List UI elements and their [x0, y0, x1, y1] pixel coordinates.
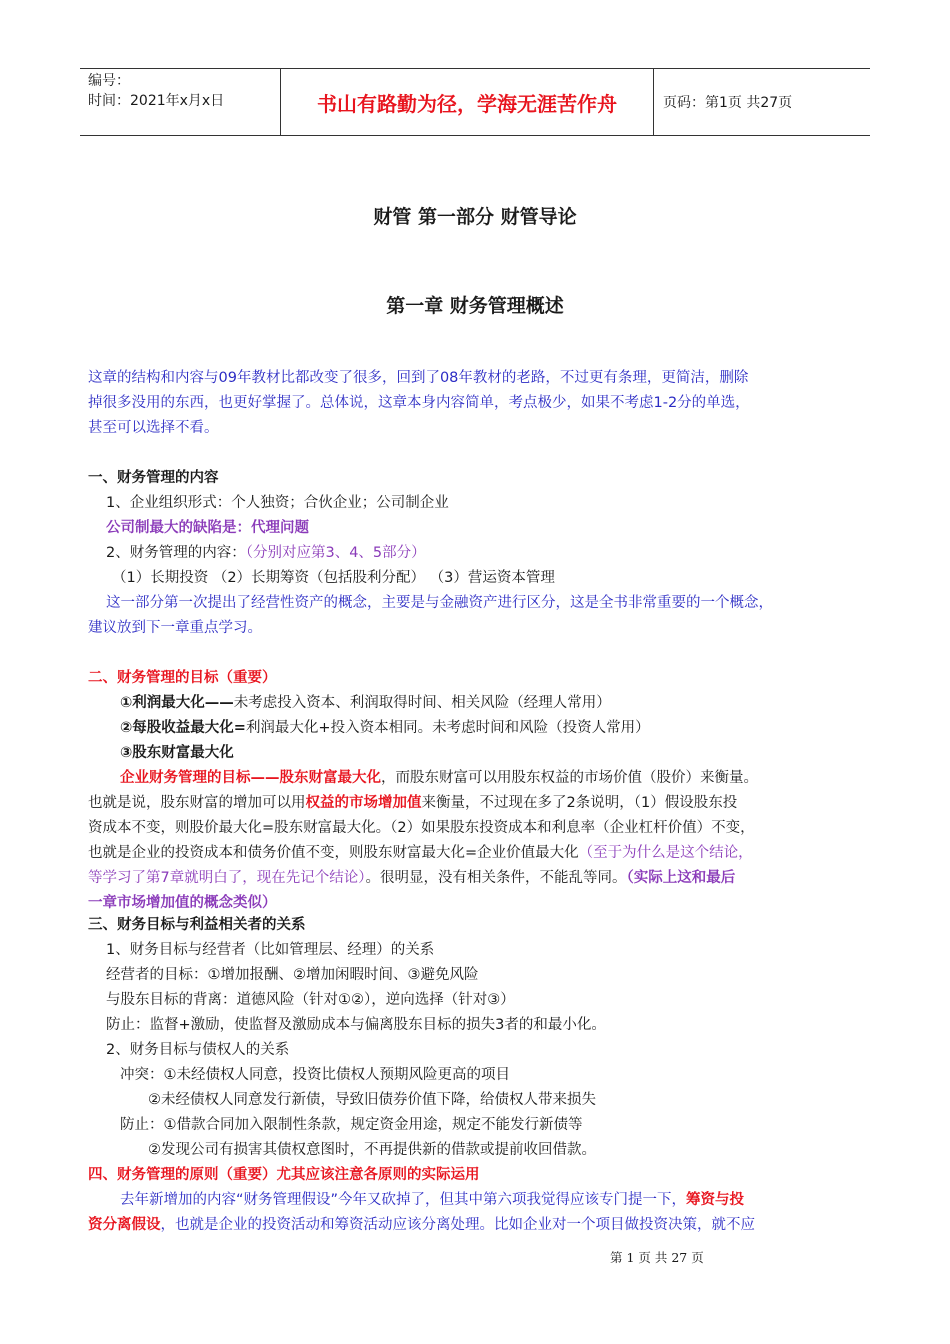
- s1-note-2-line-2: 建议放到下一章重点学习。: [88, 620, 262, 636]
- goal-2-title: ②每股收益最大化=: [120, 720, 246, 736]
- s1-note-2-line-1: 这一部分第一次提出了经营性资产的概念，主要是与金融资产进行区分，这是全书非常重要的一个概念，: [106, 595, 773, 611]
- header-motto: 书山有路勤为径，学海无涯苦作舟: [281, 69, 654, 135]
- intro-line-3: 甚至可以选择不看。: [88, 420, 219, 436]
- goal-3: ③股东财富最大化: [120, 745, 234, 761]
- s2-text: 。很明显，没有相关条件，不能乱等同。: [365, 870, 627, 886]
- goal-1-desc: 未考虑投入资本、利润取得时间、相关风险（经理人常用）: [233, 695, 611, 711]
- s3-line-8: 防止：①借款合同加入限制性条款，规定资金用途，规定不能发行新债等: [120, 1117, 583, 1133]
- s2-emphasis-market-value: 权益的市场增加值: [305, 795, 422, 811]
- s2-emphasis-goal: 企业财务管理的目标——股东财富最大化: [120, 770, 381, 786]
- header-page: 页码：第1页 共27页: [663, 95, 793, 111]
- s1-note-1: 公司制最大的缺陷是：代理问题: [106, 520, 309, 536]
- s4-emphasis: 资分离假设: [88, 1217, 161, 1233]
- date-label: 时间：2021年x月x日: [88, 93, 225, 109]
- s3-line-3: 与股东目标的背离：道德风险（针对①②），逆向选择（针对③）: [106, 992, 515, 1008]
- s1-subitems: （1）长期投资 （2）长期筹资（包括股利分配） （3）营运资本管理: [112, 570, 555, 586]
- intro-line-2: 掉很多没用的东西，也更好掌握了。总体说，这章本身内容简单，考点极少，如果不考虑1-2分的单选，: [88, 395, 750, 411]
- intro-line-1: 这章的结构和内容与09年教材比都改变了很多，回到了08年教材的老路，不过更有条理，更简洁，删除: [88, 370, 749, 386]
- s3-line-2: 经营者的目标：①增加报酬、②增加闲暇时间、③避免风险: [106, 967, 479, 983]
- s4-text: ，也就是企业的投资活动和筹资活动应该分离处理。比如企业对一个项目做投资决策，就不应: [160, 1217, 755, 1233]
- s3-line-9: ②发现公司有损害其债权意图时，不再提供新的借款或提前收回借款。: [148, 1142, 596, 1158]
- s4-para-line-2: [88, 1216, 755, 1234]
- s3-line-6: 冲突：①未经债权人同意，投资比债权人预期风险更高的项目: [120, 1067, 510, 1083]
- s3-line-1: 1、财务目标与经营者（比如管理层、经理）的关系: [106, 942, 435, 958]
- serial-label: 编号：: [88, 73, 130, 89]
- s2-para-line-6: 一章市场增加值的概念类似）: [88, 895, 277, 911]
- s2-text: 来衡量，不过现在多了2条说明，（1）假设股东投: [421, 795, 738, 811]
- s4-text: 去年新增加的内容“财务管理假设”今年又砍掉了，但其中第六项我觉得应该专门提一下，: [120, 1192, 687, 1208]
- header-meta: [80, 69, 281, 135]
- s1-item-1: 1、企业组织形式：个人独资；合伙企业；公司制企业: [106, 495, 449, 511]
- s2-para-line-3: 资成本不变，则股价最大化=股东财富最大化。（2）如果股东投资成本和利息率（企业杠杆价值）不变，: [88, 820, 755, 836]
- s3-line-5: 2、财务目标与债权人的关系: [106, 1042, 290, 1058]
- s2-aside-bold: （实际上这和最后: [626, 870, 736, 886]
- s1-item-2: [106, 544, 426, 562]
- page-footer: 第 1 页 共 27 页: [610, 1250, 704, 1265]
- section-2-heading: 二、财务管理的目标（重要）: [88, 670, 277, 686]
- s2-aside: 等学习了第7章就明白了，现在先记个结论）: [88, 870, 366, 886]
- s2-text: 也就是说，股东财富的增加可以用: [88, 795, 306, 811]
- s2-para-line-1: [120, 769, 758, 787]
- goal-1-title: ①利润最大化——: [120, 695, 234, 711]
- s2-para-line-4: [88, 844, 753, 862]
- s1-item-2-label: 2、财务管理的内容：: [106, 545, 246, 561]
- s3-line-4: 防止：监督+激励，使监督及激励成本与偏离股东目标的损失3者的和最小化。: [106, 1017, 606, 1033]
- s2-aside: （至于为什么是这个结论，: [578, 845, 753, 861]
- goal-1: [120, 694, 611, 712]
- s2-para-line-5: [88, 869, 735, 887]
- page-header: [80, 68, 870, 136]
- goal-2-desc: 利润最大化+投入资本相同。未考虑时间和风险（投资人常用）: [245, 720, 650, 736]
- s3-line-7: ②未经债权人同意发行新债，导致旧债券价值下降，给债权人带来损失: [148, 1092, 596, 1108]
- part-title: 财管 第一部分 财管导论: [373, 206, 577, 228]
- section-3-heading: 三、财务目标与利益相关者的关系: [88, 917, 306, 933]
- s2-para-line-2: [88, 794, 737, 812]
- chapter-title: 第一章 财务管理概述: [386, 295, 564, 317]
- s1-item-2-note: （分别对应第3、4、5部分）: [245, 545, 426, 561]
- section-1-heading: 一、财务管理的内容: [88, 470, 219, 486]
- section-4-heading: 四、财务管理的原则（重要）尤其应该注意各原则的实际运用: [88, 1167, 480, 1183]
- s2-text: ，而股东财富可以用股东权益的市场价值（股价）来衡量。: [381, 770, 758, 786]
- s2-text: 也就是企业的投资成本和债务价值不变，则股东财富最大化=企业价值最大化: [88, 845, 579, 861]
- s4-emphasis: 筹资与投: [686, 1192, 745, 1208]
- goal-2: [120, 719, 650, 737]
- s4-para-line-1: [120, 1191, 744, 1209]
